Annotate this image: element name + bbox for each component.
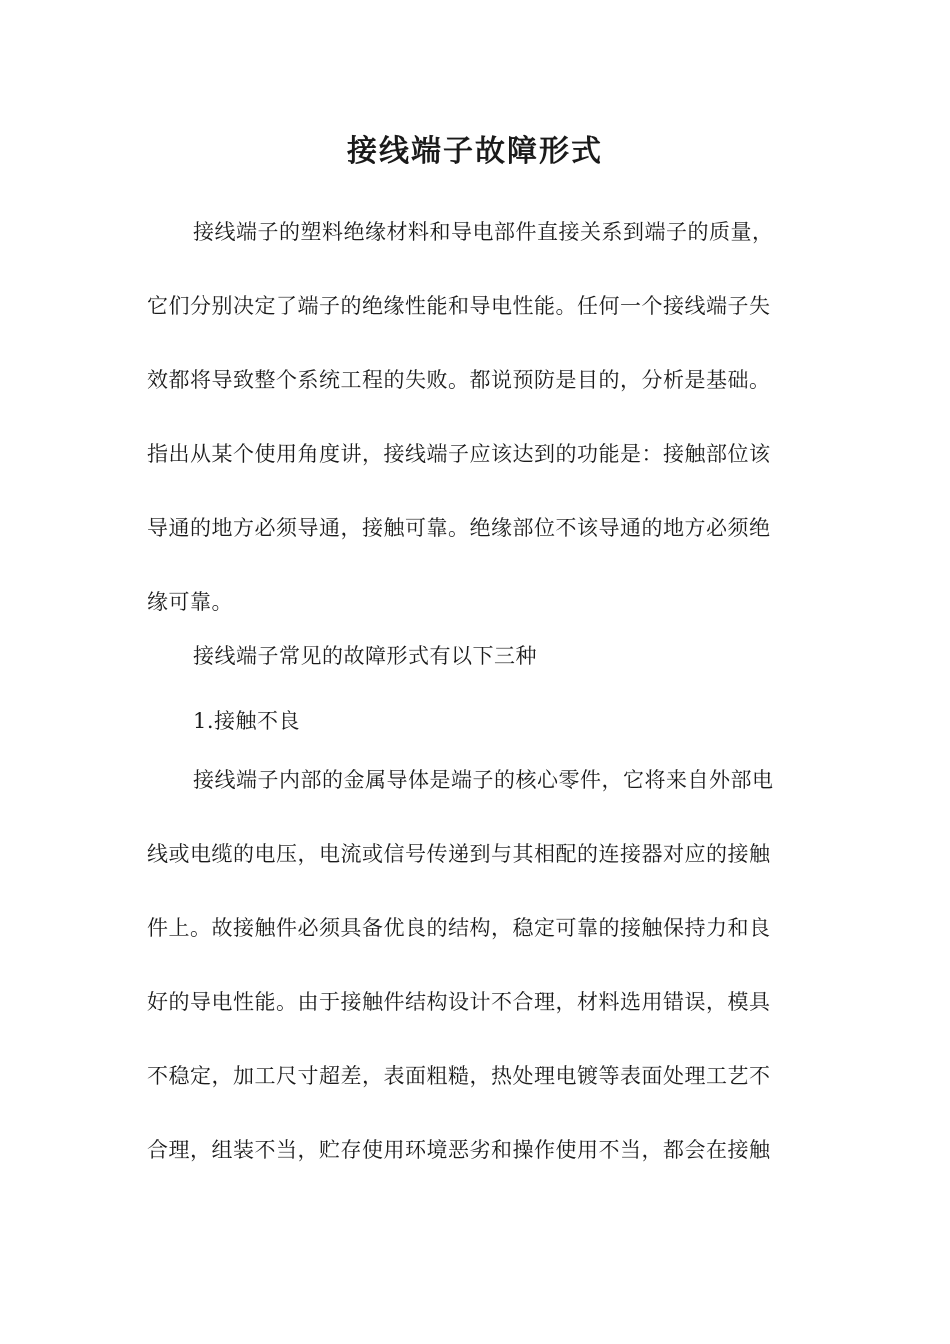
- poor-contact-line: 好的导电性能。由于接触件结构设计不合理，材料选用错误，模具: [147, 990, 771, 1014]
- poor-contact-line: 线或电缆的电压，电流或信号传递到与其相配的连接器对应的接触: [147, 842, 771, 866]
- poor-contact-line: 不稳定，加工尺寸超差，表面粗糙，热处理电镀等表面处理工艺不: [147, 1064, 771, 1088]
- poor-contact-line: 合理，组装不当，贮存使用环境恶劣和操作使用不当，都会在接触: [147, 1138, 771, 1162]
- section-heading: 1.接触不良: [193, 709, 301, 733]
- failure-types-lead: 接线端子常见的故障形式有以下三种: [193, 644, 537, 668]
- intro-line: 指出从某个使用角度讲，接线端子应该达到的功能是：接触部位该: [147, 442, 771, 466]
- poor-contact-paragraph: [147, 743, 803, 1187]
- intro-line: 效都将导致整个系统工程的失败。都说预防是目的，分析是基础。: [147, 368, 771, 392]
- intro-line: 接线端子的塑料绝缘材料和导电部件直接关系到端子的质量，: [193, 220, 774, 244]
- intro-paragraph: [147, 195, 803, 639]
- intro-line: 导通的地方必须导通，接触可靠。绝缘部位不该导通的地方必须绝: [147, 516, 771, 540]
- poor-contact-line: 件上。故接触件必须具备优良的结构，稳定可靠的接触保持力和良: [147, 916, 771, 940]
- intro-line: 缘可靠。: [147, 590, 233, 614]
- intro-line: 它们分别决定了端子的绝缘性能和导电性能。任何一个接线端子失: [147, 294, 771, 318]
- poor-contact-line: 接线端子内部的金属导体是端子的核心零件，它将来自外部电: [193, 768, 774, 792]
- document-title: 接线端子故障形式: [347, 134, 603, 169]
